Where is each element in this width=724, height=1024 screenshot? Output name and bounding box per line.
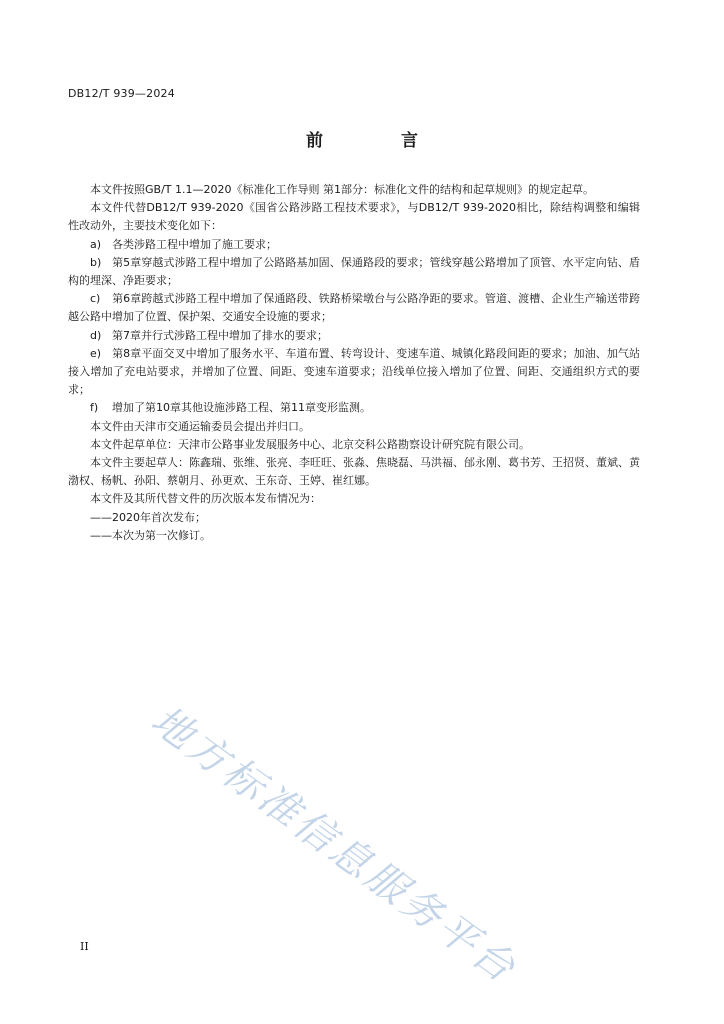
- paragraph-replacement: 本文件代替DB12/T 939-2020《国省公路涉路工程技术要求》，与DB12/T 939-2020相比，除结构调整和编辑性改动外，主要技术变化如下：: [68, 201, 640, 233]
- list-item-marker: f): [90, 401, 99, 415]
- watermark: 地方标准信息服务平台: [142, 697, 526, 994]
- list-item-text: 第8章平面交叉中增加了服务水平、车道布置、转弯设计、变速车道、城镇化路段间距的要求；加油、加气站接入增加了充电站要求，并增加了位置、间距、变速车道要求；沿线单位接入增加了位置、间距、交通组织方式的要求；: [68, 346, 640, 397]
- document-body: [68, 181, 640, 545]
- list-item-marker: c): [90, 292, 101, 306]
- list-item-marker: e): [90, 346, 102, 360]
- list-item-text: 各类涉路工程中增加了施工要求；: [112, 237, 277, 251]
- paragraph-drafting-units: 本文件起草单位：天津市公路事业发展服务中心、北京交科公路勘察设计研究院有限公司。: [90, 437, 530, 451]
- page-number: II: [80, 940, 89, 953]
- list-item-marker: b): [90, 255, 102, 269]
- list-item-marker: a): [90, 237, 102, 251]
- list-item: [68, 290, 640, 326]
- history-item: ——本次为第一次修订。: [90, 528, 211, 542]
- history-item: ——2020年首次发布；: [90, 510, 206, 524]
- page-title: 前 言: [306, 131, 454, 151]
- list-item: [68, 327, 640, 345]
- list-item-text: 第5章穿越式涉路工程中增加了公路路基加固、保通路段的要求；管线穿越公路增加了顶管、水平定向钻、盾构的埋深、净距要求；: [68, 255, 640, 288]
- paragraph-proposer: 本文件由天津市交通运输委员会提出并归口。: [90, 419, 310, 433]
- list-item-text: 第6章跨越式涉路工程中增加了保通路段、铁路桥梁墩台与公路净距的要求。管道、渡槽、企业生产输送带跨越公路中增加了位置、保护架、交通安全设施的要求；: [68, 292, 640, 324]
- list-item-marker: d): [90, 328, 102, 342]
- list-item: [68, 399, 640, 417]
- list-item: [68, 254, 640, 290]
- paragraph-history-intro: 本文件及其所代替文件的历次版本发布情况为：: [90, 492, 321, 506]
- document-id: DB12/T 939—2024: [68, 87, 175, 100]
- list-item-text: 第7章并行式涉路工程中增加了排水的要求；: [112, 328, 328, 342]
- paragraph-drafting-basis: 本文件按照GB/T 1.1—2020《标准化工作导则 第1部分：标准化文件的结构和起草规则》的规定起草。: [90, 183, 594, 196]
- paragraph-drafters: 本文件主要起草人：陈鑫瑞、张维、张亮、李旺旺、张淼、焦晓磊、马洪福、邰永刚、葛书芳、王招贤、董斌、黄渤权、杨帆、孙阳、蔡朝月、孙更欢、王东奇、王婷、崔红娜。: [68, 456, 640, 488]
- list-item: [68, 236, 640, 254]
- list-item: [68, 345, 640, 400]
- list-item-text: 增加了第10章其他设施涉路工程、第11章变形监测。: [112, 401, 371, 415]
